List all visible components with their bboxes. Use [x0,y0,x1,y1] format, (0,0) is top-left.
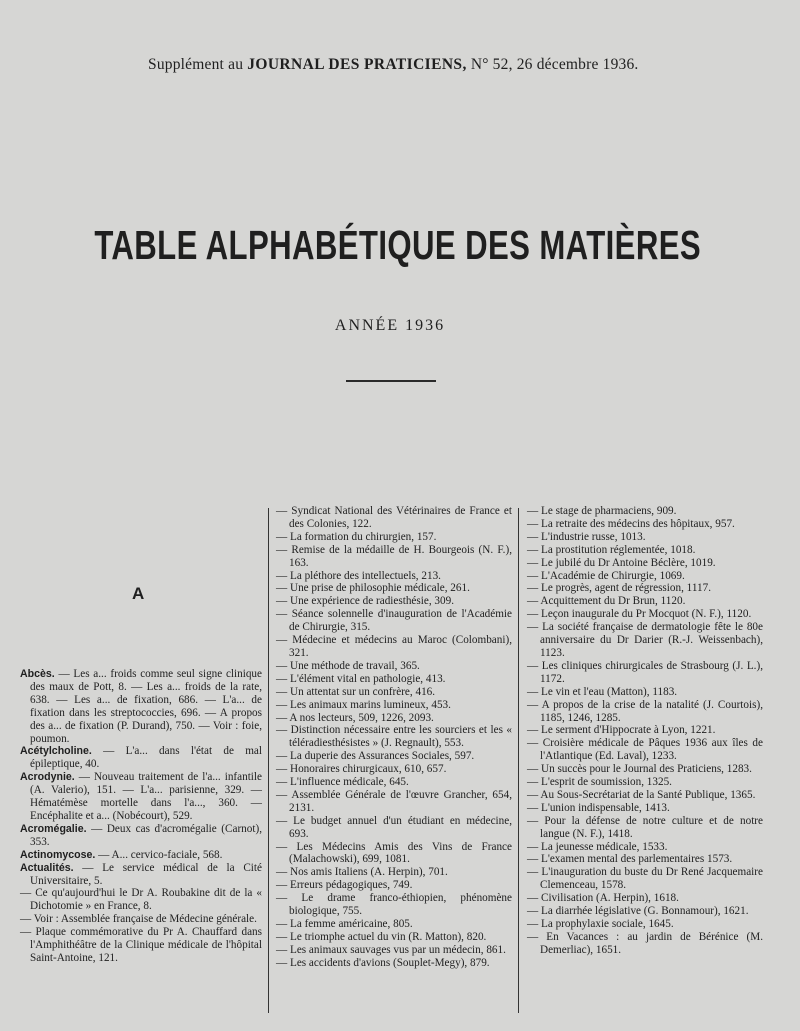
index-entry: — La pléthore des intellectuels, 213. [276,569,441,582]
index-entry: — En Vacances : au jardin de Bérénice (M. Demerliac), 1651. [527,930,763,956]
index-entry [20,862,262,888]
index-entry: — A nos lecteurs, 509, 1226, 2093. [276,711,434,724]
index-entry: — L'esprit de soumission, 1325. [527,776,672,789]
index-entry [20,771,262,823]
index-entry: — Le budget annuel d'un étudiant en médecine, 693. [276,814,512,840]
index-entry: — Leçon inaugurale du Pr Mocquot (N. F.), 1120. [527,608,752,621]
index-entry: — La prostitution réglementée, 1018. [527,543,696,556]
entry-text: — Les a... froids comme seul signe clinique des maux de Pott, 8. — Les a... froids de la rate, 638. — Les a... de fixation, 686. — L'a... de fixation dans les streptococcies, 696. — A propos des a... de fixation (P. Durand), 750. — Voir : foie, poumon. [30,668,262,745]
index-entry: — Acquittement du Dr Brun, 1120. [527,595,686,608]
entry-text: — A... cervico-faciale, 568. [95,848,223,861]
index-entry: — Nos amis Italiens (A. Herpin), 701. [276,866,448,879]
index-entry: — La société française de dermatologie fête le 80e anniversaire du Dr Darier (R.-J. Weissenbach), 1123. [527,621,763,659]
index-entry: — Assemblée Générale de l'œuvre Grancher, 654, 2131. [276,788,512,814]
column-divider-2 [518,508,519,1013]
index-entry: — Le progrès, agent de régression, 1117. [527,582,712,595]
index-entry: — Un attentat sur un confrère, 416. [276,685,436,698]
section-letter: A [132,584,145,603]
index-entry: — L'inauguration du buste du Dr René Jacquemaire Clemenceau, 1578. [527,866,763,892]
index-entry: — Le stage de pharmaciens, 909. [527,505,677,517]
index-entry [20,668,262,745]
index-entry: — Les accidents d'avions (Souplet-Megy), 879. [276,956,490,969]
index-entry: — Le triomphe actuel du vin (R. Matton), 820. [276,930,487,943]
index-entry: — Croisière médicale de Pâques 1936 aux îles de l'Atlantique (Ed. Laval), 1233. [527,737,763,763]
index-entry: — A propos de la crise de la natalité (J. Courtois), 1185, 1246, 1285. [527,698,763,724]
page-title: TABLE ALPHABÉTIQUE DES MATIÈRES [94,222,702,268]
index-entry [20,926,262,965]
header-issue: N° 52, 26 décembre 1936. [470,56,639,73]
index-entry: — L'industrie russe, 1013. [527,530,646,543]
index-entry: — Remise de la médaille de H. Bourgeois (N. F.), 163. [276,543,512,569]
index-entry: — Le jubilé du Dr Antoine Béclère, 1019. [527,556,716,569]
index-entry: — Pour la défense de notre culture et de notre langue (N. F.), 1418. [527,814,763,840]
header-journal-name: JOURNAL DES PRATICIENS, [247,56,467,73]
index-entry [20,849,262,862]
index-entry: — Erreurs pédagogiques, 749. [276,879,413,892]
index-entry: — L'influence médicale, 645. [276,776,409,789]
entry-headword: Acrodynie. [20,771,75,784]
title-divider [346,380,436,382]
index-column-1 [20,668,262,965]
index-entry: — L'examen mental des parlementaires 1573. [527,853,733,866]
index-entry: — Une expérience de radiesthésie, 309. [276,595,454,608]
index-entry [20,745,262,771]
year-subtitle: ANNÉE 1936 [334,317,446,334]
index-entry: — Les animaux sauvages vus par un médecin, 861. [276,943,506,956]
index-entry: — Les animaux marins lumineux, 453. [276,698,451,711]
index-entry: — Un succès pour le Journal des Praticiens, 1283. [527,763,752,776]
index-column-3 [527,505,763,957]
entry-text: — Le service médical de la Cité Universitaire, 5. [30,861,262,887]
header-prefix: Supplément au [148,56,244,73]
index-entry: — Médecine et médecins au Maroc (Colombani), 321. [276,634,512,659]
index-entry: — Distinction nécessaire entre les sourciers et les « téléradiesthésistes » (J. Regnault), 553. [276,724,512,750]
index-entry: — Au Sous-Secrétariat de la Santé Publique, 1365. [527,788,756,801]
index-column-2 [276,505,512,970]
index-entry: — La formation du chirurgien, 157. [276,530,437,543]
entry-text: — L'a... dans l'état de mal épileptique, 40. [30,745,262,771]
index-entry: — L'Académie de Chirurgie, 1069. [527,569,685,582]
entry-headword: Abcès. [20,668,55,680]
entry-headword: Actinomycose. [20,848,96,861]
index-entry: — Honoraires chirurgicaux, 610, 657. [276,763,447,776]
index-entry: — Une prise de philosophie médicale, 261. [276,582,470,595]
index-entry: — L'élément vital en pathologie, 413. [276,672,446,685]
index-entry: — Les cliniques chirurgicales de Strasbourg (J. L.), 1172. [527,659,763,685]
index-entry: — La prophylaxie sociale, 1645. [527,918,674,930]
index-entry [20,913,262,926]
index-entry [20,823,262,849]
entry-text: — Nouveau traitement de l'a... infantile (A. Valerio), 151. — L'a... parisienne, 329. — Hématémèse mortelle dans l'a..., 360. — Encéphalite et a... (Nobécourt), 529. [30,771,262,822]
index-entry: — Une méthode de travail, 365. [276,659,420,672]
entry-text: — Deux cas d'acromégalie (Carnot), 353. [30,822,262,848]
index-entry: — Séance solennelle d'inauguration de l'Académie de Chirurgie, 315. [276,608,512,634]
entry-headword: Acétylcholine. [20,745,92,758]
index-entry: — Le serment d'Hippocrate à Lyon, 1221. [527,724,716,737]
index-entry: — La femme américaine, 805. [276,918,413,930]
index-entry: — La duperie des Assurances Sociales, 597. [276,750,475,763]
index-entry: — Syndicat National des Vétérinaires de France et des Colonies, 122. [276,505,512,530]
entry-headword: Actualités. [20,861,74,874]
entry-text: — Voir : Assemblée française de Médecine générale. [20,913,257,926]
index-entry: — La diarrhée législative (G. Bonnamour), 1621. [527,905,749,918]
page-header [148,56,768,74]
index-entry: — Civilisation (A. Herpin), 1618. [527,892,679,905]
index-entry: — Les Médecins Amis des Vins de France (Malachowski), 699, 1081. [276,840,512,866]
index-entry: — La jeunesse médicale, 1533. [527,840,668,853]
entry-text: — Ce qu'aujourd'hui le Dr A. Roubakine dit de la « Dichotomie » en France, 8. [20,887,262,913]
column-divider-1 [268,508,269,1013]
entry-text: — Plaque commémorative du Pr A. Chauffard dans l'Amphithéâtre de la Clinique médicale de l'hôpital Saint-Antoine, 121. [20,926,262,964]
index-entry: — Le drame franco-éthiopien, phénomène biologique, 755. [276,892,512,918]
index-entry: — Le vin et l'eau (Matton), 1183. [527,685,678,698]
index-entry [20,887,262,913]
index-entry: — L'union indispensable, 1413. [527,801,670,814]
entry-headword: Acromégalie. [20,822,87,835]
index-entry: — La retraite des médecins des hôpitaux, 957. [527,517,735,530]
